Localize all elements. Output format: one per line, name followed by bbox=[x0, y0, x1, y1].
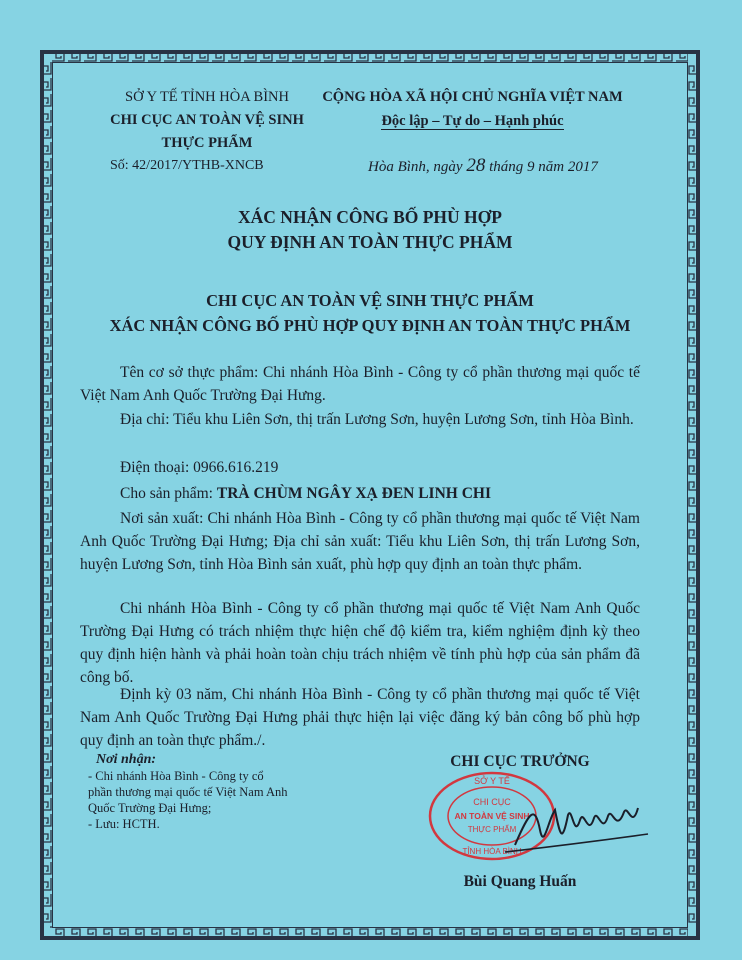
title-line1: XÁC NHẬN CÔNG BỐ PHÙ HỢP bbox=[238, 207, 502, 227]
document-number: Số: 42/2017/YTHB-XNCB bbox=[110, 158, 264, 173]
greek-key-border-bottom bbox=[52, 928, 688, 938]
facility-phone: Điện thoại: 0966.616.219 bbox=[120, 459, 279, 476]
recipients-block bbox=[80, 752, 350, 832]
stamp-line1: CHI CỤC bbox=[473, 797, 511, 807]
handwritten-signature bbox=[500, 790, 650, 860]
national-header bbox=[305, 86, 640, 133]
date-month-year: tháng 9 năm 2017 bbox=[489, 159, 598, 175]
greek-key-border-left bbox=[42, 62, 52, 928]
issue-date bbox=[368, 154, 598, 179]
document-subtitle bbox=[60, 288, 680, 338]
issuing-agency bbox=[92, 86, 322, 155]
production-place: Nơi sản xuất: Chi nhánh Hòa Bình - Công ty cổ phần thương mại quốc tế Việt Nam Anh Quốc Trường Đại Hưng; Địa chỉ sản xuất: Tiểu khu Liên Sơn, thị trấn Lương Sơn, huyện Lương Sơn, tỉnh Hòa Bình sản xuất, phù hợp quy định an toàn thực phẩm. bbox=[80, 510, 640, 573]
facility-address: Địa chỉ: Tiểu khu Liên Sơn, thị trấn Lương Sơn, huyện Lương Sơn, tỉnh Hòa Bình. bbox=[120, 411, 634, 428]
agency-parent: SỞ Y TẾ TỈNH HÒA BÌNH bbox=[125, 89, 289, 105]
subtitle-line1: CHI CỤC AN TOÀN VỆ SINH THỰC PHẨM bbox=[206, 291, 534, 310]
signer-name: Bùi Quang Huấn bbox=[463, 873, 577, 890]
periodic-renewal: Định kỳ 03 năm, Chi nhánh Hòa Bình - Công ty cổ phần thương mại quốc tế Việt Nam Anh Quốc Trường Đại Hưng phải thực hiện lại việc đăng ký bản công bố phù hợp quy định an toàn thực phẩm./. bbox=[80, 686, 640, 749]
signer-title: CHI CỤC TRƯỞNG bbox=[450, 753, 590, 770]
product-label: Cho sản phẩm: bbox=[120, 485, 217, 502]
greek-key-border-right bbox=[688, 62, 698, 928]
recipients-heading: Nơi nhận: bbox=[96, 752, 157, 767]
document-title bbox=[60, 205, 680, 255]
recipient-item: - Chi nhánh Hòa Bình - Công ty cổ phần thương mại quốc tế Việt Nam Anh Quốc Trường Đại Hưng; bbox=[88, 769, 288, 815]
nation-name: CỘNG HÒA XÃ HỘI CHỦ NGHĨA VIỆT NAM bbox=[322, 89, 623, 105]
product-line bbox=[80, 482, 640, 505]
responsibility-statement: Chi nhánh Hòa Bình - Công ty cổ phần thương mại quốc tế Việt Nam Anh Quốc Trường Đại Hưng có trách nhiệm thực hiện chế độ kiểm tra, kiểm nghiệm định kỳ theo quy định hiện hành và phải hoàn toàn chịu trách nhiệm về tính phù hợp của sản phẩm đã công bố. bbox=[80, 600, 640, 686]
stamp-line2: AN TOÀN VỆ SINH bbox=[454, 811, 530, 821]
product-name: TRÀ CHÙM NGÂY XẠ ĐEN LINH CHI bbox=[216, 485, 492, 502]
date-prefix: Hòa Bình, ngày bbox=[368, 159, 463, 175]
greek-key-border-top bbox=[52, 52, 688, 62]
date-day: 28 bbox=[466, 155, 486, 176]
agency-name-line2: THỰC PHẨM bbox=[161, 135, 253, 151]
facility-name: Tên cơ sở thực phẩm: Chi nhánh Hòa Bình - Công ty cổ phần thương mại quốc tế Việt Nam Anh Quốc Trường Đại Hưng. bbox=[80, 364, 640, 404]
stamp-ring-top: SỞ Y TẾ bbox=[474, 776, 510, 786]
subtitle-line2: XÁC NHẬN CÔNG BỐ PHÙ HỢP QUY ĐỊNH AN TOÀN THỰC PHẨM bbox=[109, 316, 631, 335]
title-line2: QUY ĐỊNH AN TOÀN THỰC PHẨM bbox=[227, 232, 513, 252]
recipient-item: - Lưu: HCTH. bbox=[88, 817, 160, 831]
stamp-line3: THỰC PHẨM bbox=[467, 825, 517, 834]
motto: Độc lập – Tự do – Hạnh phúc bbox=[381, 113, 564, 129]
stamp-ring-bottom: TỈNH HÒA BÌNH bbox=[462, 847, 522, 856]
agency-name-line1: CHI CỤC AN TOÀN VỆ SINH bbox=[110, 112, 304, 128]
